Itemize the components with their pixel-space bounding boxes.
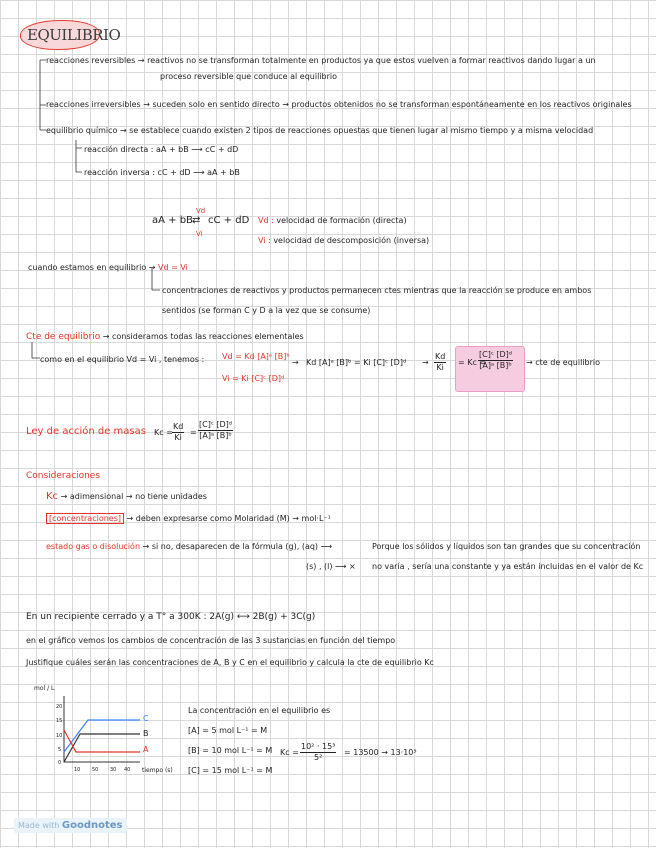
label-c: C [143,714,149,723]
result-a: [A] = 5 mol L⁻¹ = M [188,726,268,735]
cte-label: → cte de equilibrio [526,358,601,367]
graph-ylabel: mol / L [34,685,55,692]
cte-row: Cte de equilibrio → consideramos todas las reacciones elementales [26,332,304,342]
result-kc: Kc = [280,748,299,757]
ytick-20: 20 [56,704,63,710]
kc-eq: = Kc = [458,358,487,367]
vd-def: Vd : velocidad de formación (directa) [258,216,407,225]
xtick-30: 30 [110,767,117,773]
vel-vi: Vi [196,230,203,238]
mass-kc: Kc = [154,428,173,437]
vel-vd: Vd [196,207,206,215]
como-text: como en el equilibrio Vd = Vi , tenemos : [40,355,205,364]
result-frac: $\frac{\text{10² · 15³}}{\text{5²}}$ [301,742,336,762]
curve-c [64,720,140,752]
estado-row: estado gas o disolución → si no, desaparecen de la fórmula (g), (aq) ⟶ [46,542,333,551]
mass-frac: $\frac{\text{[C]ᶜ [D]ᵈ}}{\text{[A]ᵃ [B]ᵇ}}$ [199,420,232,440]
mass-eq: = [190,428,197,437]
graph-xlabel: tiempo (s) [142,767,173,774]
result-c: [C] = 15 mol L⁻¹ = M [188,766,273,775]
curve-b [64,734,140,762]
conc-row: [concentraciones] → deben expresarse como Molaridad (M) → mol·L⁻¹ [46,514,331,524]
irr-row: reacciones irreversibles → suceden solo en sentido directo → productos obtenidos no se transforman espontáneamente en los reactivos originales [46,100,632,109]
consideraciones-label: Consideraciones [26,471,101,481]
vi-def: Vi : velocidad de descomposición (inversa) [258,236,430,245]
mass-kd-ki: $\frac{Kd}{Ki}$ [173,422,184,442]
rev-text2: proceso reversible que conduce al equilibrio [160,72,338,81]
kc-row: Kc → adimensional → no tiene unidades [46,491,207,502]
conc-text: concentraciones de reactivos y productos permanecen ctes mientras que la reacción se produce en ambos [162,286,592,295]
page-title-text: EQUILIBRIO [27,26,121,44]
reaccion-directa: reacción directa : aA + bB ⟶ cC + dD [84,145,239,154]
label-b: B [143,729,149,738]
ytick-15: 15 [56,718,63,724]
xtick-10: 10 [74,767,81,773]
rev-row: reacciones reversibles → reactivos no se transforman totalmente en productos ya que estos vuelven a formar reactivos dando lugar a un [46,56,596,65]
goodnotes-badge: Made with Goodnotes [14,818,127,833]
arrow-2: → [422,358,429,367]
vel-rhs: cC + dD [208,215,250,226]
mass-action-label: Ley de acción de masas [26,426,146,437]
vi-formula: Vi = Ki [C]ᶜ [D]ᵈ [222,374,285,383]
xtick-50: 50 [92,767,99,773]
results-title: La concentración en el equilibrio es [188,706,331,715]
ytick-10: 10 [56,733,63,739]
quim-row: equilibrio químico → se establece cuando existen 2 tipos de reacciones opuestas que tienen lugar al mismo tiempo y a misma velocidad [46,126,594,135]
reaccion-inversa: reacción inversa : cC + dD ⟶ aA + bB [84,168,240,177]
result-b: [B] = 10 mol L⁻¹ = M [188,746,273,755]
ytick-5: 5 [58,747,62,753]
nota2: no varía , sería una constante y ya están incluidas en el valor de Kc [372,562,644,571]
problem-line3: Justifique cuáles serán las concentraciones de A, B y C en el equilibrio y calcula la cte de equilibrio Kc [26,658,434,667]
estado-text2: (s) , (l) ⟶ × [306,562,356,571]
problem-line1: En un recipiente cerrado y a T° a 300K : 2A(g) ⟷ 2B(g) + 3C(g) [26,612,316,622]
problem-line2: en el gráfico vemos los cambios de concentración de las 3 sustancias en función del tiempo [26,636,396,645]
ytick-0: 0 [58,760,62,766]
result-value: = 13500 → 13·10³ [344,748,417,757]
vel-arrows: ⇄ [192,215,201,226]
vel-lhs: aA + bB [152,215,193,226]
arrow-1: → [292,358,299,367]
vd-formula: Vd = Kd [A]ᵃ [B]ᵇ [222,352,290,361]
kc-frac: $\frac{\text{[C]ᶜ [D]ᵈ}}{\text{[A]ᵃ [B]ᵇ}}$ [479,350,512,370]
conc-text2: sentidos (se forman C y D a la vez que se consume) [162,306,371,315]
kd-ki-frac: $\frac{Kd}{Ki}$ [435,352,446,372]
when-eq: cuando estamos en equilibrio → Vd = Vi [28,263,188,272]
nota1: Porque los sólidos y líquidos son tan grandes que su concentración [372,542,641,551]
label-a: A [143,745,149,754]
xtick-40: 40 [124,767,131,773]
equality: Kd [A]ᵃ [B]ᵇ = Ki [C]ᶜ [D]ᵈ [306,358,407,367]
